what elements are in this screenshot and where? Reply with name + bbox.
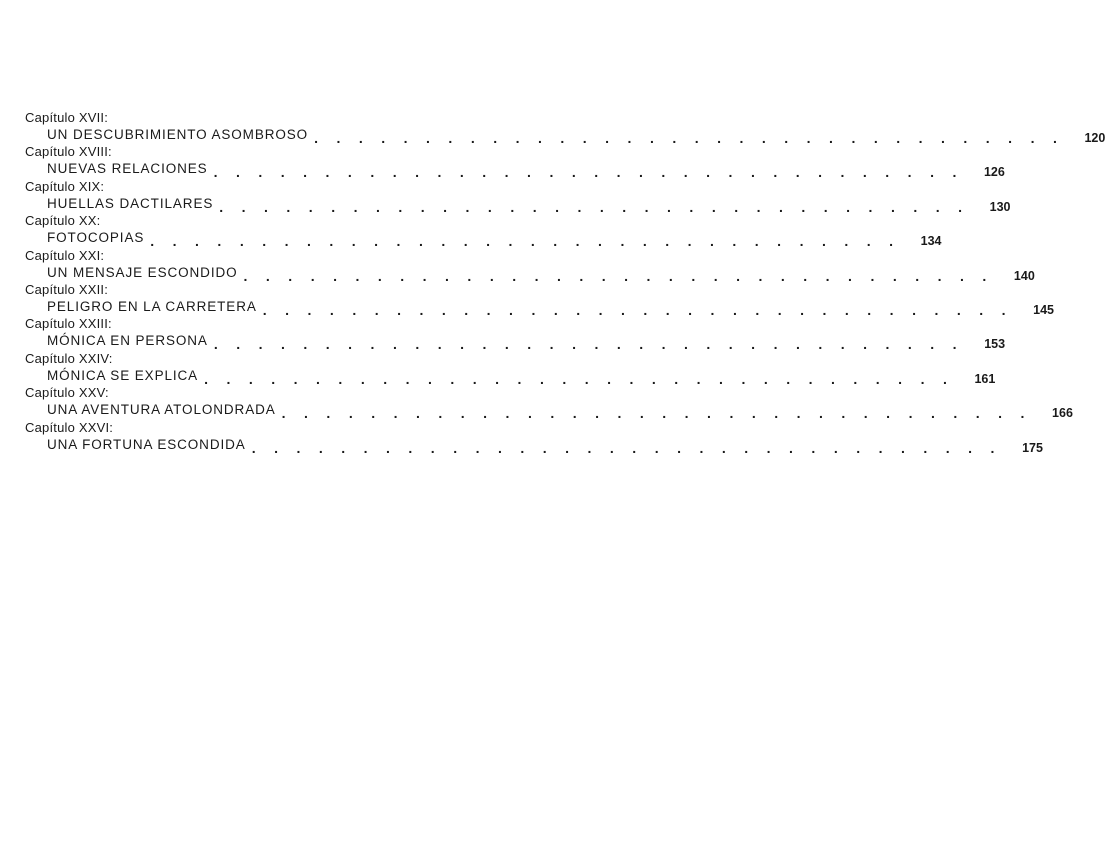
toc-title-line xyxy=(47,297,1055,318)
chapter-number: Capítulo XVII: xyxy=(25,110,109,125)
chapter-number: Capítulo XXIII: xyxy=(25,316,112,332)
toc-title-line xyxy=(47,366,996,387)
dot-leader: .................................. xyxy=(219,198,981,215)
dot-leader: .................................. xyxy=(262,301,1025,318)
toc-entry xyxy=(25,316,1006,353)
dot-leader: .................................. xyxy=(204,370,966,387)
toc-entry xyxy=(25,247,1035,284)
dot-leader: .................................. xyxy=(213,164,975,181)
toc-entry xyxy=(25,419,1043,456)
toc-entry xyxy=(25,385,1073,422)
page-number: 130 xyxy=(989,199,1011,214)
chapter-title: PELIGRO EN LA CARRETERA xyxy=(47,298,257,314)
page-number: 161 xyxy=(974,371,996,386)
page-number: 166 xyxy=(1052,406,1073,421)
toc-entry xyxy=(25,213,942,250)
chapter-number: Capítulo XXIV: xyxy=(25,350,113,366)
chapter-title: UNA AVENTURA ATOLONDRADA xyxy=(47,402,276,418)
toc-title-line xyxy=(47,331,1006,353)
chapter-title: NUEVAS RELACIONES xyxy=(47,161,208,177)
chapter-number: Capítulo XVIII: xyxy=(25,144,112,160)
toc-title-line xyxy=(47,159,1005,181)
chapter-number: Capítulo XXVI: xyxy=(25,419,114,435)
toc-entry xyxy=(25,178,1011,215)
toc-title-line xyxy=(47,400,1073,422)
dot-leader: .................................. xyxy=(251,439,1013,456)
chapter-number: Capítulo XIX: xyxy=(25,178,105,194)
dot-leader: .................................. xyxy=(314,130,1076,146)
toc-title-line xyxy=(47,435,1043,456)
dot-leader: .................................. xyxy=(213,336,976,353)
page-number: 134 xyxy=(920,234,942,249)
chapter-title: HUELLAS DACTILARES xyxy=(47,195,214,211)
chapter-number: Capítulo XX: xyxy=(25,213,101,229)
dot-leader: .................................. xyxy=(281,405,1043,422)
page-number: 120 xyxy=(1084,131,1105,145)
chapter-title: MÓNICA SE EXPLICA xyxy=(47,367,199,383)
page-number: 140 xyxy=(1013,268,1035,283)
toc-entry xyxy=(25,281,1055,318)
toc-entry xyxy=(25,144,1005,181)
chapter-title: UNA FORTUNA ESCONDIDA xyxy=(47,436,246,452)
page-number: 126 xyxy=(983,165,1005,180)
chapter-title: UN DESCUBRIMIENTO ASOMBROSO xyxy=(47,127,309,142)
toc-title-line xyxy=(47,125,1105,146)
chapter-title: MÓNICA EN PERSONA xyxy=(47,333,208,349)
toc-entry xyxy=(25,350,996,387)
chapter-number: Capítulo XXII: xyxy=(25,281,109,297)
dot-leader: .................................. xyxy=(243,267,1005,284)
table-of-contents xyxy=(25,110,1105,456)
chapter-title: FOTOCOPIAS xyxy=(47,230,145,246)
chapter-title: UN MENSAJE ESCONDIDO xyxy=(47,264,238,280)
toc-title-line xyxy=(47,228,942,250)
toc-entry xyxy=(25,110,1105,146)
toc-title-line xyxy=(47,194,1011,215)
dot-leader: .................................. xyxy=(150,233,912,250)
chapter-number: Capítulo XXV: xyxy=(25,385,109,401)
chapter-number: Capítulo XXI: xyxy=(25,247,105,263)
toc-title-line xyxy=(47,263,1035,284)
page-number: 175 xyxy=(1022,440,1043,455)
page-number: 153 xyxy=(984,337,1006,352)
page-number: 145 xyxy=(1033,302,1055,317)
